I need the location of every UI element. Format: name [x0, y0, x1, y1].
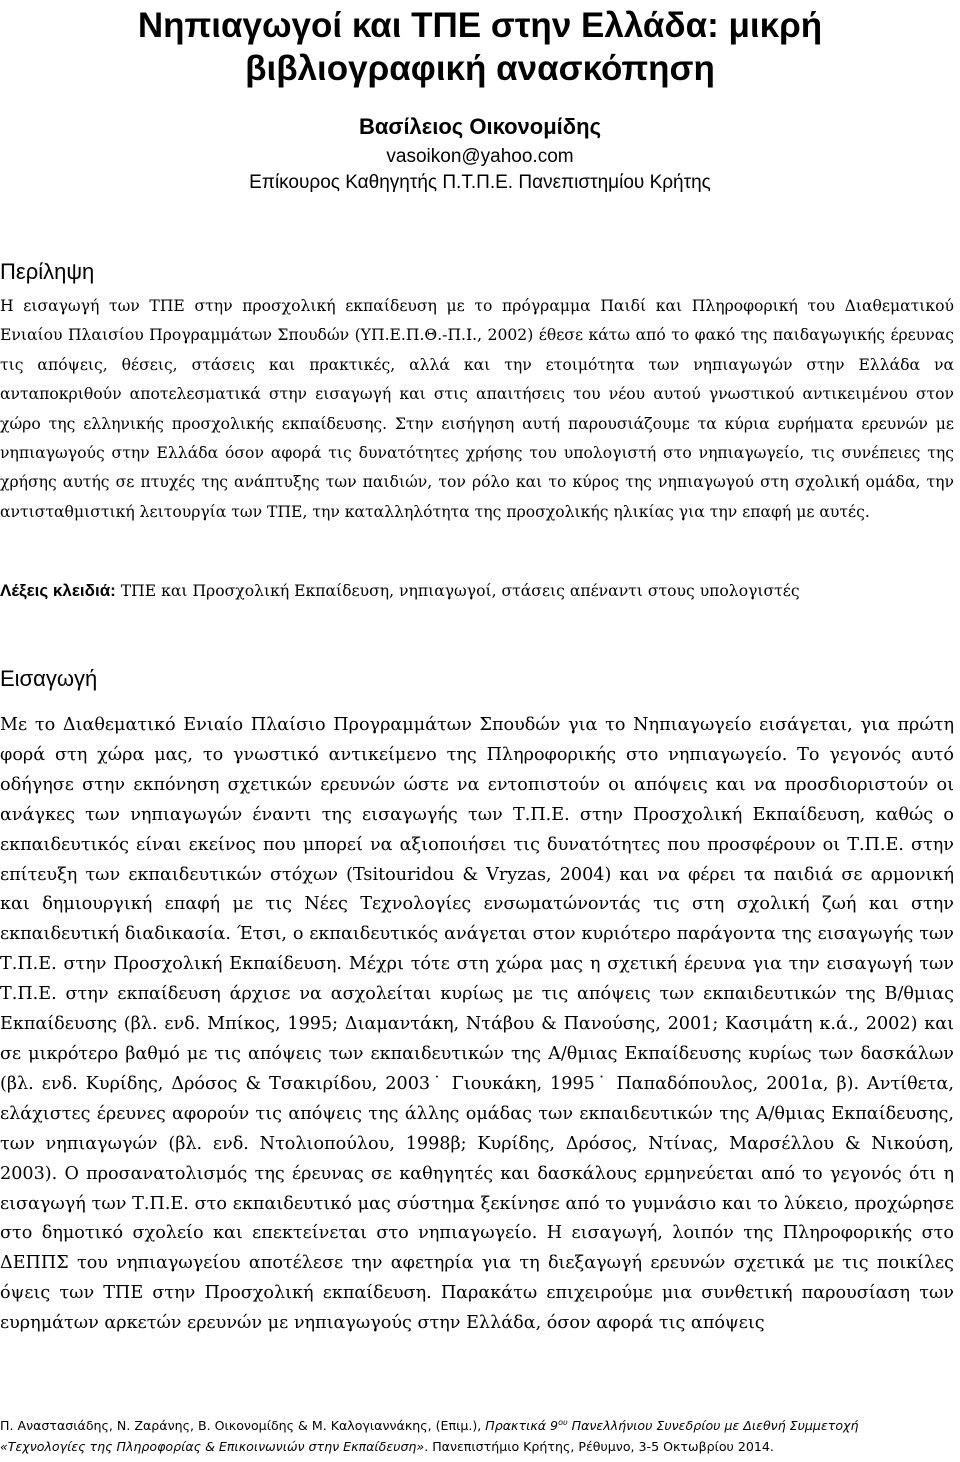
- abstract-text: Η εισαγωγή των ΤΠΕ στην προσχολική εκπαίδευση με το πρόγραμμα Παιδί και Πληροφορική του Διαθεματικού Ενιαίου Πλαισίου Προγραμμάτων Σπουδών (ΥΠ.Ε.Π.Θ.-Π.Ι., 2002) έθεσε κάτω από το φακό της παιδαγωγικής έρευνας τις απόψεις, θέσεις, στάσεις και πρακτικές, αλλά και την ετοιμότητα των νηπιαγωγών στην Ελλάδα να ανταποκριθούν αποτελεσματικά στην εισαγωγή και στις απαιτήσεις του νέου αυτού γνωστικού αντικειμένου στον χώρο της ελληνικής προσχολικής εκπαίδευσης. Στην εισήγηση αυτή παρουσιάζουμε τα κύρια ευρήματα ερευνών με νηπιαγωγούς στην Ελλάδα όσον αφορά τις δυνατότητες χρήσης του υπολογιστή στο νηπιαγωγείο, τις συνέπειες της χρήσης αυτής σε πτυχές της ανάπτυξης των παιδιών, τον ρόλο και το κύρος της νηπιαγωγού στη σχολική ομάδα, την αντισταθμιστική λειτουργία των ΤΠΕ, την καταλληλότητα της προσχολικής ηλικίας για την επαφή με αυτές.: [0, 297, 954, 521]
- abstract-heading: Περίληψη: [0, 259, 95, 284]
- keywords-label: Λέξεις κλειδιά:: [0, 581, 116, 600]
- page-footer: [0, 1412, 960, 1457]
- footer-proceedings-sup: ου: [558, 1418, 568, 1427]
- title-line-1: Νηπιαγωγοί και ΤΠΕ στην Ελλάδα: μικρή: [137, 6, 823, 45]
- author-name: Βασίλειος Οικονομίδης: [358, 114, 602, 139]
- keywords-text: ΤΠΕ και Προσχολική Εκπαίδευση, νηπιαγωγοί, στάσεις απέναντι στους υπολογιστές: [115, 582, 800, 600]
- author-affiliation: Επίκουρος Καθηγητής Π.Τ.Π.Ε. Πανεπιστημίου Κρήτης: [249, 172, 711, 193]
- footer-venue: . Πανεπιστήμιο Κρήτης, Ρέθυμνο, 3-5 Οκτωβρίου 2014.: [424, 1439, 774, 1455]
- footer-conference-title: «Τεχνολογίες της Πληροφορίας & Επικοινωνιών στην Εκπαίδευση»: [0, 1439, 425, 1455]
- paper-title: [100, 4, 860, 90]
- intro-text: Με το Διαθεματικό Ενιαίο Πλαίσιο Προγραμμάτων Σπουδών για το Νηπιαγωγείο εισάγεται, για πρώτη φορά στη χώρα μας, το γνωστικό αντικείμενο της Πληροφορικής στο νηπιαγωγείο. Το γεγονός αυτό οδήγησε στην εκπόνηση σχετικών ερευνών ώστε να εντοπιστούν οι απόψεις και να προσδιοριστούν οι ανάγκες των νηπιαγωγών έναντι της εισαγωγής των Τ.Π.Ε. στην Προσχολική Εκπαίδευση, καθώς ο εκπαιδευτικός είναι εκείνος που μπορεί να αξιοποιήσει τις δυνατότητες που προσφέρουν οι Τ.Π.Ε. στην επίτευξη των εκπαιδευτικών στόχων (Tsitouridou & Vryzas, 2004) και να φέρει τα παιδιά σε αρμονική και δημιουργική επαφή με τις Νέες Τεχνολογίες ενσωματώνοντάς τις στη σχολική ζωή και στην εκπαιδευτική διαδικασία. Έτσι, ο εκπαιδευτικός ανάγεται στον κυριότερο παράγοντα της εισαγωγής των Τ.Π.Ε. στην Προσχολική Εκπαίδευση. Μέχρι τότε στη χώρα μας η σχετική έρευνα για την εισαγωγή των Τ.Π.Ε. στην εκπαίδευση άρχισε να ασχολείται κυρίως με τις απόψεις των εκπαιδευτικών της Β/θμιας Εκπαίδευσης (βλ. ενδ. Μπίκος, 1995; Διαμαντάκη, Ντάβου & Πανούσης, 2001; Κασιμάτη κ.ά., 2002) και σε μικρότερο βαθμό με τις απόψεις των εκπαιδευτικών της Α/θμιας Εκπαίδευσης κυρίως των δασκάλων (βλ. ενδ. Κυρίδης, Δρόσος & Τσακιρίδου, 2003˙ Γιουκάκη, 1995˙ Παπαδόπουλος, 2001α, β). Αντίθετα, ελάχιστες έρευνες αφορούν τις απόψεις της άλλης ομάδας των εκπαιδευτικών της Α/θμιας Εκπαίδευσης, των νηπιαγωγών (βλ. ενδ. Ντολιοπούλου, 1998β; Κυρίδης, Δρόσος, Ντίνας, Μαρσέλλου & Νικούση, 2003). Ο προσανατολισμός της έρευνας σε καθηγητές και δασκάλους ερμηνεύεται από το γεγονός ότι η εισαγωγή των Τ.Π.Ε. στο εκπαιδευτικό μας σύστημα ξεκίνησε από το γυμνάσιο και το λύκειο, προχώρησε στο δημοτικό σχολείο και επεκτείνεται στο νηπιαγωγείο. Η εισαγωγή, λοιπόν της Πληροφορικής στο ΔΕΠΠΣ του νηπιαγωγείου αποτέλεσε την αφετηρία για τη διεξαγωγή ερευνών σχετικά με τις ποικίλες όψεις των ΤΠΕ στην Προσχολική εκπαίδευση. Παρακάτω επιχειρούμε μια συνθετική παρουσίαση των ευρημάτων αρκετών ερευνών με νηπιαγωγούς στην Ελλάδα, όσον αφορά τις απόψεις: [0, 715, 954, 1334]
- footer-proceedings-a: Πρακτικά 9: [485, 1418, 559, 1434]
- footer-editors: Π. Αναστασιάδης, Ν. Ζαράνης, Β. Οικονομίδης & Μ. Καλογιαννάκης, (Επιμ.),: [0, 1418, 486, 1434]
- footer-line-1: [0, 1412, 960, 1436]
- author-email[interactable]: vasoikon@yahoo.com: [386, 146, 574, 167]
- footer-line-2: [0, 1436, 960, 1457]
- keywords-line: [0, 576, 954, 606]
- intro-heading: Εισαγωγή: [0, 666, 98, 691]
- footer-proceedings-b: Πανελλήνιου Συνεδρίου με Διεθνή Συμμετοχή: [567, 1418, 859, 1434]
- title-line-2: βιβλιογραφική ανασκόπηση: [245, 49, 715, 88]
